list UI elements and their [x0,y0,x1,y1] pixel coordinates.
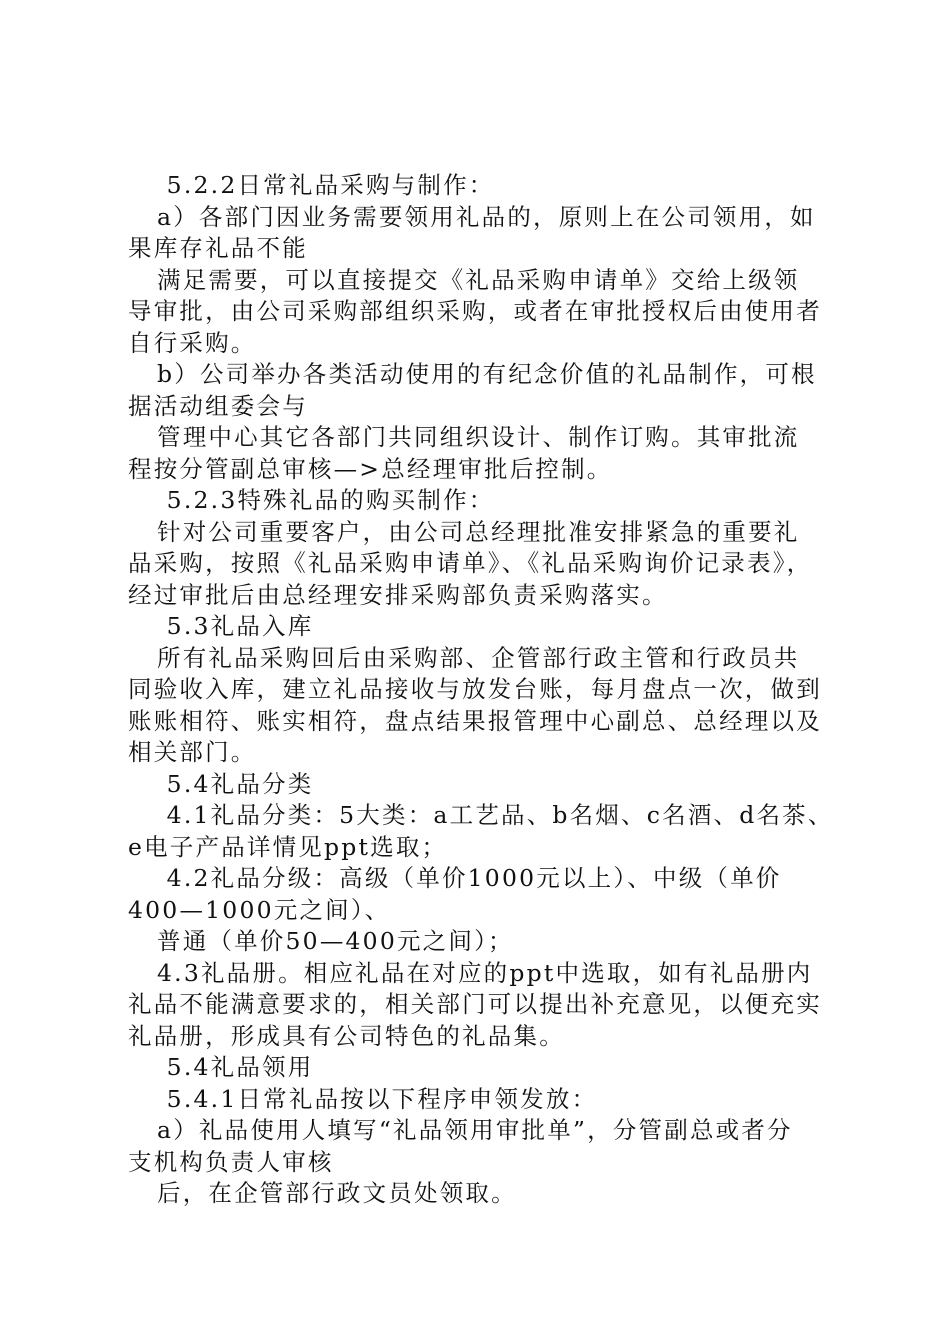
text-line: 4.3礼品册。相应礼品在对应的ppt中选取，如有礼品册内 [128,958,813,987]
text-line: 所有礼品采购回后由采购部、企管部行政主管和行政员共 [128,643,800,672]
document-body [128,170,840,1210]
text-line: 同验收入库，建立礼品接收与放发台账，每月盘点一次，做到 [128,675,822,703]
text-line: 经过审批后由总经理安排采购部负责采购落实。 [128,580,668,609]
text-line: 4.2礼品分级：高级（单价1000元以上）、中级（单价 [128,864,782,892]
text-line: 礼品册，形成具有公司特色的礼品集。 [128,1021,565,1050]
text-line: 品采购，按照《礼品采购申请单》、《礼品采购询价记录表》， [128,549,813,577]
text-line: 支机构负责人审核 [128,1147,334,1176]
text-line: 导审批，由公司采购部组织采购，或者在审批授权后由使用者 [128,297,822,325]
text-line: 据活动组委会与 [128,391,308,420]
text-line: 程按分管副总审核—>总经理审批后控制。 [128,454,613,483]
text-line: 果库存礼品不能 [128,234,308,262]
text-line: 4.1礼品分类：5大类：a工艺品、b名烟、c名酒、d名茶、 [128,801,834,829]
text-line: 5.4礼品分类 [128,769,314,798]
text-line: a）礼品使用人填写“礼品领用审批单”，分管副总或者分 [128,1116,793,1144]
text-line: 5.4礼品领用 [128,1053,314,1081]
text-line: 自行采购。 [128,328,257,357]
text-line: 后，在企管部行政文员处领取。 [128,1179,517,1207]
text-line: 5.3礼品入库 [128,612,314,640]
text-line: 普通（单价50—400元之间）； [128,927,514,955]
text-line: 相关部门。 [128,738,257,766]
text-line: 针对公司重要客户，由公司总经理批准安排紧急的重要礼 [128,517,800,546]
text-line: 满足需要，可以直接提交《礼品采购申请单》交给上级领 [128,265,800,294]
text-line: b）公司举办各类活动使用的有纪念价值的礼品制作，可根 [128,360,817,388]
text-line: e电子产品详情见ppt选取； [128,832,448,861]
text-line: a）各部门因业务需要领用礼品的，原则上在公司领用，如 [128,202,816,231]
text-line: 5.2.3特殊礼品的购买制作： [128,486,495,514]
text-line: 礼品不能满意要求的，相关部门可以提出补充意见，以便充实 [128,990,822,1018]
text-line: 5.4.1日常礼品按以下程序申领发放： [128,1084,598,1113]
text-line: 5.2.2日常礼品采购与制作： [128,171,495,199]
text-line: 账账相符、账实相符，盘点结果报管理中心副总、总经理以及 [128,706,822,735]
text-line: 管理中心其它各部门共同组织设计、制作订购。其审批流 [128,423,800,451]
text-line: 400—1000元之间）、 [128,895,391,924]
